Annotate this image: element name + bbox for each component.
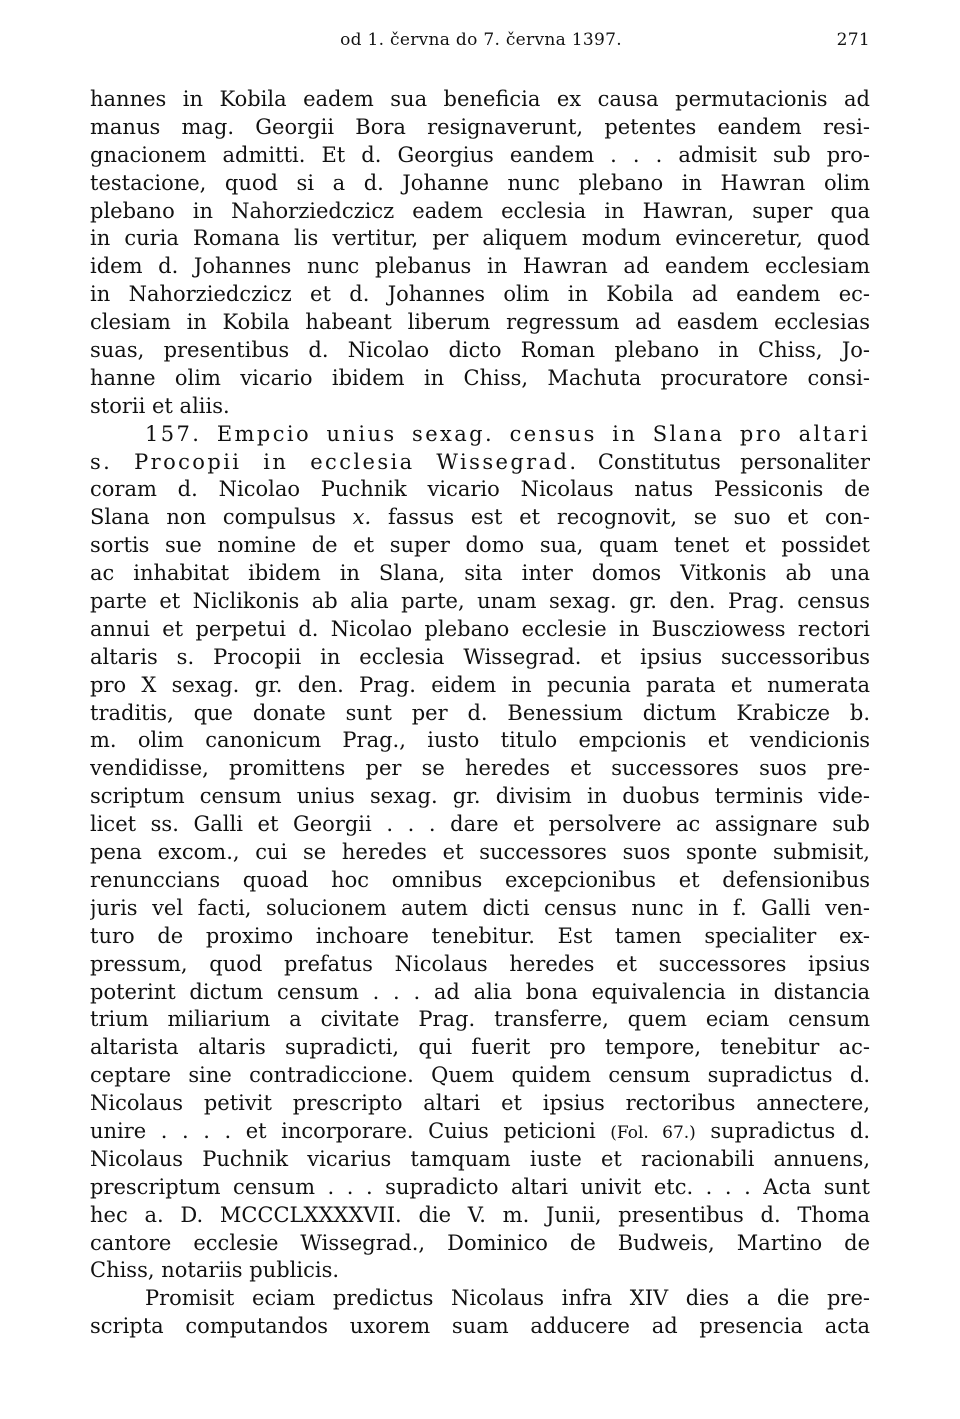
text-line: testacione, quod si a d. Johanne nunc plebano in Hawran olim xyxy=(90,170,870,195)
text-line: turo de proximo inchoare tenebitur. Est tamen specialiter ex- xyxy=(90,923,870,948)
text-line: prescriptum censum . . . supradicto altari univit etc. . . . Acta sunt xyxy=(90,1174,870,1199)
text-line: renunccians quoad hoc omnibus excepcionibus et defensionibus xyxy=(90,867,870,892)
text-line: scripta computandos uxorem suam adducere ad presencia acta xyxy=(90,1314,870,1339)
text-line: ceptare sine contradiccione. Quem quidem censum supradictus d. xyxy=(90,1063,870,1088)
text-line: cantore ecclesie Wissegrad., Dominico de Budweis, Martino de xyxy=(90,1230,870,1255)
text-line: pena excom., cui se heredes et successores suos sponte submisit, xyxy=(90,840,870,865)
text-line: pressum, quod prefatus Nicolaus heredes et successores ipsius xyxy=(90,951,870,976)
text-line: manus mag. Georgii Bora resignaverunt, petentes eandem resi- xyxy=(90,114,870,139)
text-line xyxy=(90,1118,870,1146)
text-fragment: supradictus d. xyxy=(695,1118,870,1143)
text-fragment: unire . . . . et incorporare. Cuius peticioni xyxy=(90,1118,611,1143)
text-line: hec a. D. MCCCLXXXXVII. die V. m. Junii, presentibus d. Thoma xyxy=(90,1202,870,1227)
page-number: 271 xyxy=(836,30,870,50)
running-title: od 1. června do 7. června 1397. xyxy=(340,30,622,50)
text-line xyxy=(90,449,870,477)
paragraph-start: Promisit eciam predictus Nicolaus infra XIV dies a die pre- xyxy=(145,1286,870,1311)
text-fragment: fassus est et recognovit, se suo et con- xyxy=(371,505,870,530)
text-fragment: Slana non compulsus xyxy=(90,505,353,530)
text-line: annui et perpetui d. Nicolao plebano ecclesie in Buscziowess rectori xyxy=(90,616,870,641)
text-line: suas, presentibus d. Nicolao dicto Roman plebano in Chiss, Jo- xyxy=(90,338,870,363)
text-line: Nicolaus petivit prescripto altari et ipsius rectoribus annectere, xyxy=(90,1091,870,1116)
text-line: scriptum censum unius sexag. gr. divisim in duobus terminis vide- xyxy=(90,784,870,809)
page-header xyxy=(92,30,870,56)
text-line: ac inhabitat ibidem in Slana, sita inter domos Vitkonis ab una xyxy=(90,561,870,586)
text-line: gnacionem admitti. Et d. Georgius eandem . . . admisit sub pro- xyxy=(90,142,870,167)
text-line: plebano in Nahorziedczicz eadem ecclesia in Hawran, super qua xyxy=(90,198,870,223)
text-line: trium miliarium a civitate Prag. transferre, quem eciam censum xyxy=(90,1007,870,1032)
text-line: hannes in Kobila eadem sua beneficia ex causa permutacionis ad xyxy=(90,87,870,111)
text-line: licet ss. Galli et Georgii . . . dare et persolvere ac assignare sub xyxy=(90,812,870,837)
text-line: poterint dictum censum . . . ad alia bona equivalencia in distancia xyxy=(90,979,870,1004)
text-line: vendidisse, promittens per se heredes et successores suos pre- xyxy=(90,756,870,781)
text-line xyxy=(90,504,870,532)
text-line: sortis sue nomine de et super domo sua, quam tenet et possidet xyxy=(90,533,870,558)
text-line: idem d. Johannes nunc plebanus in Hawran ad eandem ecclesiam xyxy=(90,254,870,279)
body-text xyxy=(90,86,870,1341)
text-line: in Nahorziedczicz et d. Johannes olim in Kobila ad eandem ec- xyxy=(90,282,870,307)
text-line: coram d. Nicolao Puchnik vicario Nicolaus natus Pessiconis de xyxy=(90,477,870,502)
text-line: clesiam in Kobila habeant liberum regressum ad easdem ecclesias xyxy=(90,310,870,335)
text-line: juris vel facti, solucionem autem dicti census nunc in f. Galli ven- xyxy=(90,895,870,920)
text-line: hanne olim vicario ibidem in Chiss, Machuta procuratore consi- xyxy=(90,365,870,390)
entry-heading-cont: s. Procopii in ecclesia Wissegrad. xyxy=(90,449,579,474)
text-line: pro X sexag. gr. den. Prag. eidem in pecunia parata et numerata xyxy=(90,672,870,697)
text-line: in curia Romana lis vertitur, per aliquem modum evinceretur, quod xyxy=(90,226,870,251)
text-line: parte et Niclikonis ab alia parte, unam sexag. gr. den. Prag. census xyxy=(90,589,870,614)
text-line: Chiss, notariis publicis. xyxy=(90,1258,340,1283)
folio-marker: (Fol. 67.) xyxy=(610,1122,696,1143)
text-line: storii et aliis. xyxy=(90,393,230,418)
entry-heading: 157. Empcio unius sexag. census in Slana pro altari xyxy=(145,421,870,446)
text-line: traditis, que donate sunt per d. Benessium dictum Krabicze b. xyxy=(90,700,870,725)
text-fragment: Constitutus personaliter xyxy=(578,449,870,474)
text-line: Nicolaus Puchnik vicarius tamquam iuste et racionabili annuens, xyxy=(90,1146,870,1171)
text-line: m. olim canonicum Prag., iusto titulo empcionis et vendicionis xyxy=(90,728,870,753)
text-line: altarista altaris supradicti, qui fuerit pro tempore, tenebitur ac- xyxy=(90,1035,870,1060)
italic-fragment: x. xyxy=(352,505,372,530)
text-line: altaris s. Procopii in ecclesia Wissegrad. et ipsius successoribus xyxy=(90,644,870,669)
